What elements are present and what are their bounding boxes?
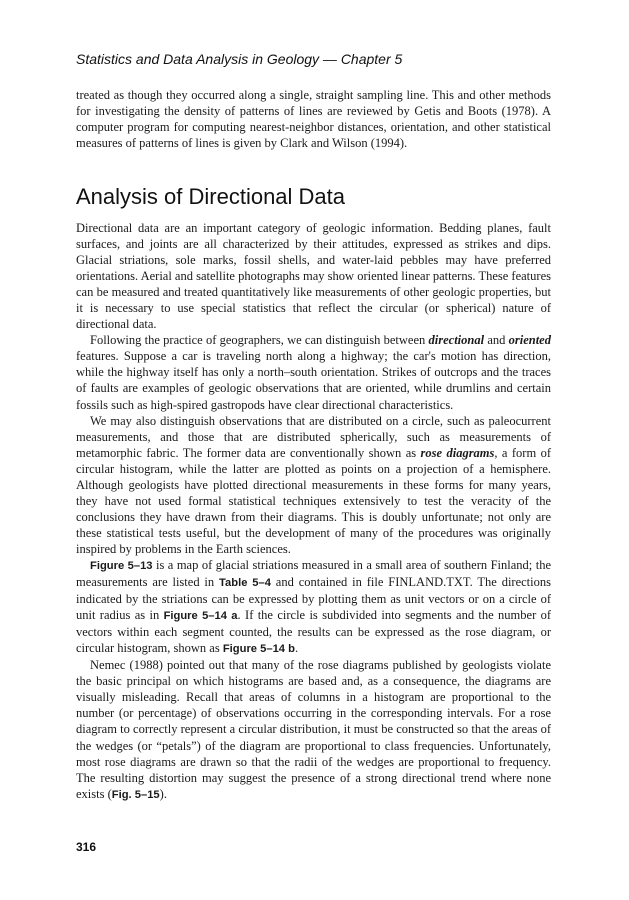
p4-text-4: . bbox=[294, 641, 299, 656]
p5-text-2: ). bbox=[159, 786, 167, 801]
p5-text-1: Nemec (1988) pointed out that many of the rose diagrams published by geologists violate the basic principal on which histograms are based and, as a consequence, the diagrams are visually misleading. Recall that areas of columns in a histogram are proportional to the number (or percentage) of observations occurring in the corresponding intervals. For a rose diagram to correctly represent a circular distribution, it must be constructed so that the areas of the wedges (or “petals”) of the diagram are proportional to class frequencies. Unfortunately, most rose diagrams are drawn so that the radii of the wedges are proportional to frequency. The resulting distortion may suggest the presence of a strong directional trend where none exists ( bbox=[76, 658, 551, 801]
p4-text-1: is a map of glacial striations measured in a small area of southern Finland; the measurements are listed in bbox=[76, 557, 551, 590]
paragraph-5 bbox=[76, 657, 551, 802]
p4-text-2: and contained in file FINLAND.TXT. The directions indicated by the striations can be expressed by plotting them as unit vectors or on a circle of unit radius as in bbox=[76, 575, 551, 623]
p2-text-1: Following the practice of geographers, we can distinguish between bbox=[90, 333, 429, 348]
p4-text-3: . If the circle is subdivided into segments and the number of vectors within each segment counted, the results can be expressed as the rose diagram, or circular histogram, shown as bbox=[76, 608, 552, 656]
intro-text-block bbox=[76, 87, 551, 151]
term-directional: directional bbox=[428, 333, 485, 348]
term-rose-diagrams: rose diagrams bbox=[420, 445, 495, 460]
p3-text-1: We may also distinguish observations that are distributed on a circle, such as paleocurrent measurements, and those that are distributed spherically, such as measurements of metamorphic fabric. The former data are conventionally shown as bbox=[76, 413, 551, 460]
table-ref-5-4: Table 5–4 bbox=[219, 577, 271, 590]
figure-ref-5-14b: Figure 5–14 b bbox=[222, 643, 295, 656]
section-body bbox=[76, 220, 551, 803]
term-oriented: oriented bbox=[508, 333, 551, 348]
paragraph-2 bbox=[76, 332, 551, 412]
paragraph-1: Directional data are an important category of geologic information. Bedding planes, fault surfaces, and joints are all characterized by their attitudes, expressed as strikes and dips. Glacial striations, sole marks, fossil shells, and water-laid pebbles may have preferred orientations. Aerial and satellite photographs may show oriented linear patterns. These features can be measured and treated quantitatively like measurements of other geologic properties, but it is necessary to use special statistics that reflect the circular (or spherical) nature of directional data. bbox=[76, 221, 551, 332]
figure-ref-5-14a: Figure 5–14 a bbox=[163, 610, 238, 623]
paragraph-4 bbox=[76, 557, 551, 657]
section-heading: Analysis of Directional Data bbox=[76, 184, 346, 209]
figure-ref-5-15: Fig. 5–15 bbox=[111, 788, 160, 801]
p3-text-2: , a form of circular histogram, while the latter are plotted as points on a projection of a hemisphere. Although geologists have plotted directional measurements in these forms for many years, they have not used formal statistical techniques extensively to test the veracity of the conclusions they have drawn from their diagrams. This is doubly unfortunate; not only are these statistical tests useful, but the development of many of the procedures was originally inspired by problems in the Earth sciences. bbox=[76, 445, 551, 556]
running-head: Statistics and Data Analysis in Geology — Chapter 5 bbox=[76, 51, 403, 67]
intro-paragraph: treated as though they occurred along a single, straight sampling line. This and other methods for investigating the density of patterns of lines are reviewed by Getis and Boots (1978). A computer program for computing nearest-neighbor distances, orientation, and other statistical measures of patterns of lines is given by Clark and Wilson (1994). bbox=[76, 88, 551, 151]
p2-text-2: and bbox=[484, 333, 509, 348]
p2-text-3: features. Suppose a car is traveling north along a highway; the car's motion has direction, while the highway itself has only a north–south orientation. Strikes of outcrops and the traces of faults are examples of geologic observations that are oriented, while drumlins and certain fossils such as high-spired gastropods have clear directional characteristics. bbox=[76, 349, 551, 412]
figure-ref-5-13: Figure 5–13 bbox=[90, 559, 153, 572]
paragraph-3 bbox=[76, 413, 551, 557]
page-number: 316 bbox=[76, 840, 97, 854]
